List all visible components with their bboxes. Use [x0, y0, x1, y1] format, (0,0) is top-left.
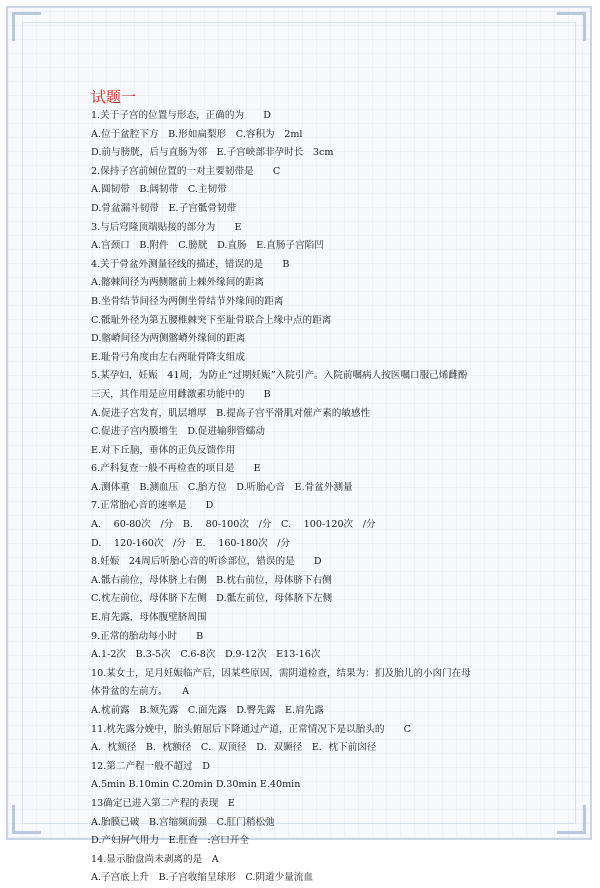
q9-options: A.1-2次 B.3-5次 C.6-8次 D.9-12次 E13-16次 [91, 649, 321, 661]
q7-options-b: D. 120-160次 /分 E. 160-180次 /分 [91, 537, 291, 549]
q6-stem: 6.产科复查一般不再检查的项目是 E [91, 463, 261, 475]
q1-options-a: A.位于盆腔下方 B.形如扁梨形 C.容积为 2ml [91, 128, 303, 140]
q4-option-c: C.骶耻外径为第五腰椎棘突下至耻骨联合上缘中点的距离 [91, 314, 332, 326]
q8-stem: 8.妊娠 24周后听胎心音的听诊部位，错误的是 D [91, 556, 322, 568]
q9-stem: 9.正常的胎动每小时 B [91, 630, 204, 642]
q14-stem: 14.显示胎盘尚未剥离的是 A [91, 853, 219, 865]
q8-options-a: A.骶右前位，母体脐上右侧 B.枕右前位，母体脐下右侧 [91, 574, 332, 586]
q4-option-a: A.髂棘间径为两侧髂前上棘外缘间的距离 [91, 277, 265, 289]
q5-stem-line2: 三天，其作用是应用雌激素功能中的 B [91, 388, 271, 400]
q8-options-c: E.肩先露，母体腹壁脐周围 [91, 612, 207, 624]
q12-options: A.5min B.10min C.20min D.30min E.40min [91, 779, 301, 791]
q12-stem: 12.第二产程一般不超过 D [91, 760, 210, 772]
q11-stem: 11.枕先露分娩中，胎头俯屈后下降通过产道，正常情况下是以胎头的 C [91, 723, 412, 735]
q11-options: A．枕颏径 B．枕额径 C．双顶径 D．双颞径 E．枕下前囟径 [91, 742, 377, 754]
q4-option-b: B.坐骨结节间径为两侧坐骨结节外缘间的距离 [91, 295, 284, 307]
q2-options-b: D.骨盆漏斗韧带 E.子宫骶骨韧带 [91, 202, 237, 214]
q10-stem-line1: 10.某女士，足月妊娠临产后，因某些原因，需阴道检查，结果为：扪及胎儿的小囟门在母 [91, 667, 471, 679]
corner-ornament-top-left [12, 12, 41, 41]
q3-stem: 3.与后穹隆顶端贴接的部分为 E [91, 221, 242, 233]
q7-options-a: A. 60-80次 /分 B. 80-100次 /分 C. 100-120次 /分 [91, 519, 376, 531]
q10-options: A.枕前露 B.颏先露 C.面先露 D.臀先露 E.肩先露 [91, 705, 324, 716]
q7-stem: 7.正常胎心音的速率是 D [91, 500, 214, 512]
q6-options: A.测体重 B.测血压 C.胎方位 D.听胎心音 E.骨盆外测量 [91, 481, 353, 493]
q13-options-b: D.产妇屏气用力 E.肛查 :宫口开全 [91, 835, 249, 847]
q2-stem: 2.保持子宫前倾位置的一对主要韧带是 C [91, 165, 281, 177]
q10-stem-line2: 体骨盆的左前方。 A [91, 686, 190, 698]
q4-stem: 4.关于骨盆外测量径线的描述，错误的是 B [91, 258, 290, 270]
q4-option-d: D.髂嵴间径为两侧髂嵴外缘间的距离 [91, 333, 246, 345]
q8-options-b: C.枕左前位，母体脐下左侧 D.骶左前位，母体脐下左侧 [91, 593, 333, 605]
q13-stem: 13确定已进入第二产程的表现 E [91, 797, 235, 809]
q5-options-b: C.促进子宫内膜增生 D.促进输卵管蠕动 [91, 426, 265, 438]
q5-options-c: E.对下丘脑，垂体的正负反馈作用 [91, 444, 236, 456]
q4-option-e: E.耻骨弓角度由左右两耻骨降支组成 [91, 351, 245, 363]
corner-ornament-top-right [557, 12, 586, 41]
q5-stem-line1: 5.某孕妇，妊娠 41周，为防止“过期妊娠”入院引产。入院前嘱病人按医嘱口服己烯雌酚 [91, 370, 468, 382]
q1-options-b: D.前与膀胱，后与直肠为邻 E.子宫峡部非孕时长 3cm [91, 147, 334, 159]
question-list [91, 107, 531, 888]
q2-options-a: A.圆韧带 B.阔韧带 C.主韧带 [91, 184, 227, 196]
page-title: 试题一 [91, 88, 137, 106]
q3-options: A.宫颈口 B.附件 C.膀胱 D.直肠 E.直肠子宫陷凹 [91, 240, 324, 252]
corner-ornament-bottom-right [557, 805, 586, 834]
document-body [91, 88, 531, 888]
q14-options: A.子宫底上升 B.子宫收缩呈球形 C.阴道少量流血 [91, 872, 313, 884]
q1-stem: 1.关于子宫的位置与形态，正确的为 D [91, 110, 271, 121]
corner-ornament-bottom-left [12, 805, 41, 834]
q5-options-a: A.促进子宫发育，肌层增厚 B.提高子宫平滑肌对催产素的敏感性 [91, 407, 371, 419]
q13-options-a: A.胎膜已破 B.宫缩频而强 C.肛门稍松弛 [91, 816, 275, 828]
